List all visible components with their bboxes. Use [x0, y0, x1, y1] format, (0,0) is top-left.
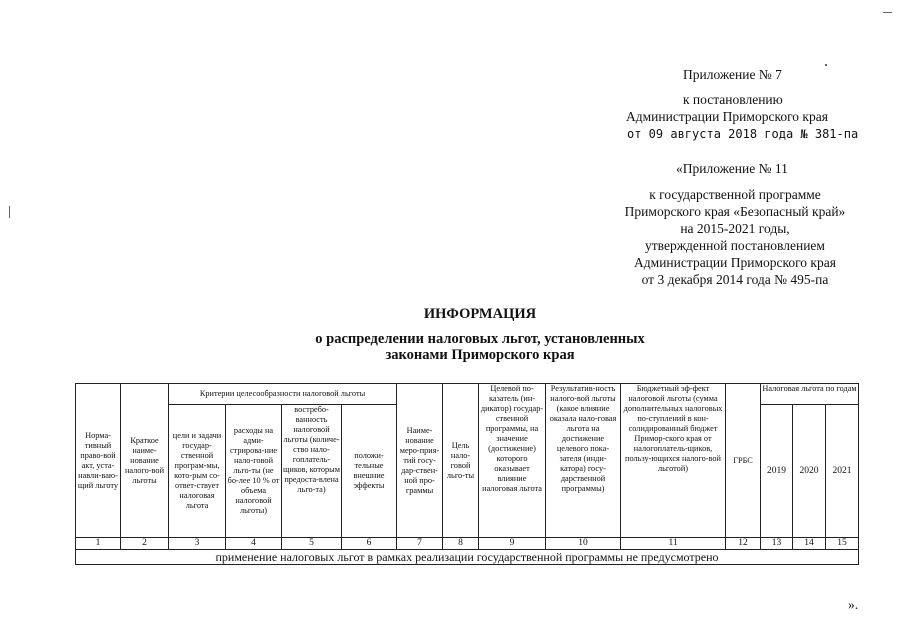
quote-line-5: Администрации Приморского края [634, 255, 836, 270]
header-years-group: Налоговая льгота по годам [761, 384, 859, 405]
header-demand: востребо-ванность налоговой льготы (количе-ство нало-гоплатель-щиков, которым предоста-влена льго-та) [282, 405, 342, 538]
document-title: ИНФОРМАЦИЯ [423, 306, 537, 322]
header-year-2021: 2021 [826, 405, 859, 538]
header-year-2020: 2020 [793, 405, 826, 538]
quote-line-3: на 2015-2021 годы, [680, 221, 790, 236]
header-target-indicator: Целевой по-казатель (ин-дикатор) государ-ственной программы, на значение (достижение) которого оказывает влияние налоговая льгота [479, 384, 546, 538]
appendix-admin: Администрации Приморского края [626, 109, 828, 124]
appendix-date: от 09 августа 2018 года № 381-па [627, 127, 859, 141]
column-number: 15 [826, 538, 859, 550]
header-legal-act: Норма-тивный право-вой акт, уста-навли-ваю-щий льготу [76, 384, 121, 538]
column-number: 4 [226, 538, 282, 550]
column-number: 13 [761, 538, 793, 550]
column-number: 2 [121, 538, 169, 550]
header-program-activities: Наиме-нование меро-прия-тий госу-дар-ствен-ной про-граммы [397, 384, 443, 538]
quote-line-1: к государственной программе [649, 187, 821, 202]
header-effectiveness: Результатив-ность налого-вой льготы (какое влияние оказала нало-говая льгота на достижение целевого пока-зателя (инди-катора) госу-дарственной программы) [546, 384, 621, 538]
tax-benefits-table [75, 383, 859, 565]
column-number: 12 [726, 538, 761, 550]
quote-line-4: утвержденной постановлением [645, 238, 825, 253]
header-external-effects: положи-тельные внешние эффекты [342, 405, 397, 538]
closing-quote: ». [848, 597, 859, 612]
column-number: 10 [546, 538, 621, 550]
column-number: 9 [479, 538, 546, 550]
header-year-2019: 2019 [761, 405, 793, 538]
table-note-row: применение налоговых льгот в рамках реализации государственной программы не предусмотрено [76, 550, 859, 565]
column-number: 1 [76, 538, 121, 550]
quote-line-6: от 3 декабря 2014 года № 495-па [641, 272, 829, 287]
header-benefit-name: Краткое наиме-нование налого-вой льготы [121, 384, 169, 538]
document-subtitle-line-1: о распределении налоговых льгот, установленных [315, 331, 645, 347]
header-criteria-group: Критерии целесообразности налоговой льготы [169, 384, 397, 405]
header-benefit-goal: Цель нало-говой льго-ты [443, 384, 479, 538]
column-number: 5 [282, 538, 342, 550]
column-number: 14 [793, 538, 826, 550]
column-number: 3 [169, 538, 226, 550]
appendix-label: Приложение № 7 [683, 67, 782, 82]
header-budget-effect: Бюджетный эф-фект налоговой льготы (сумма дополнительных налоговых по-ступлений в кон-солидированный бюджет Примор-ского края от налогоплатель-щиков, пользу-ющихся налого-вой льготой) [621, 384, 726, 538]
header-grbs: ГРБС [726, 384, 761, 538]
column-number: 8 [443, 538, 479, 550]
column-number: 11 [621, 538, 726, 550]
document-subtitle-line-2: законами Приморского края [385, 347, 575, 363]
scan-mark-top-right [883, 12, 892, 13]
scan-mark-left [9, 206, 10, 218]
column-number: 6 [342, 538, 397, 550]
appendix-to: к постановлению [683, 92, 783, 107]
header-admin-costs: расходы на адми-стрирова-ние нало-говой льго-ты (не бо-лее 10 % от объема налоговой льготы) [226, 405, 282, 538]
quote-line-2: Приморского края «Безопасный край» [624, 204, 846, 219]
header-goals-objectives: цели и задачи государ-ственной програм-мы, кото-рым со-ответ-ствует налоговая льгота [169, 405, 226, 538]
scan-dot [825, 64, 827, 66]
column-number: 7 [397, 538, 443, 550]
quote-label: «Приложение № 11 [676, 161, 788, 176]
